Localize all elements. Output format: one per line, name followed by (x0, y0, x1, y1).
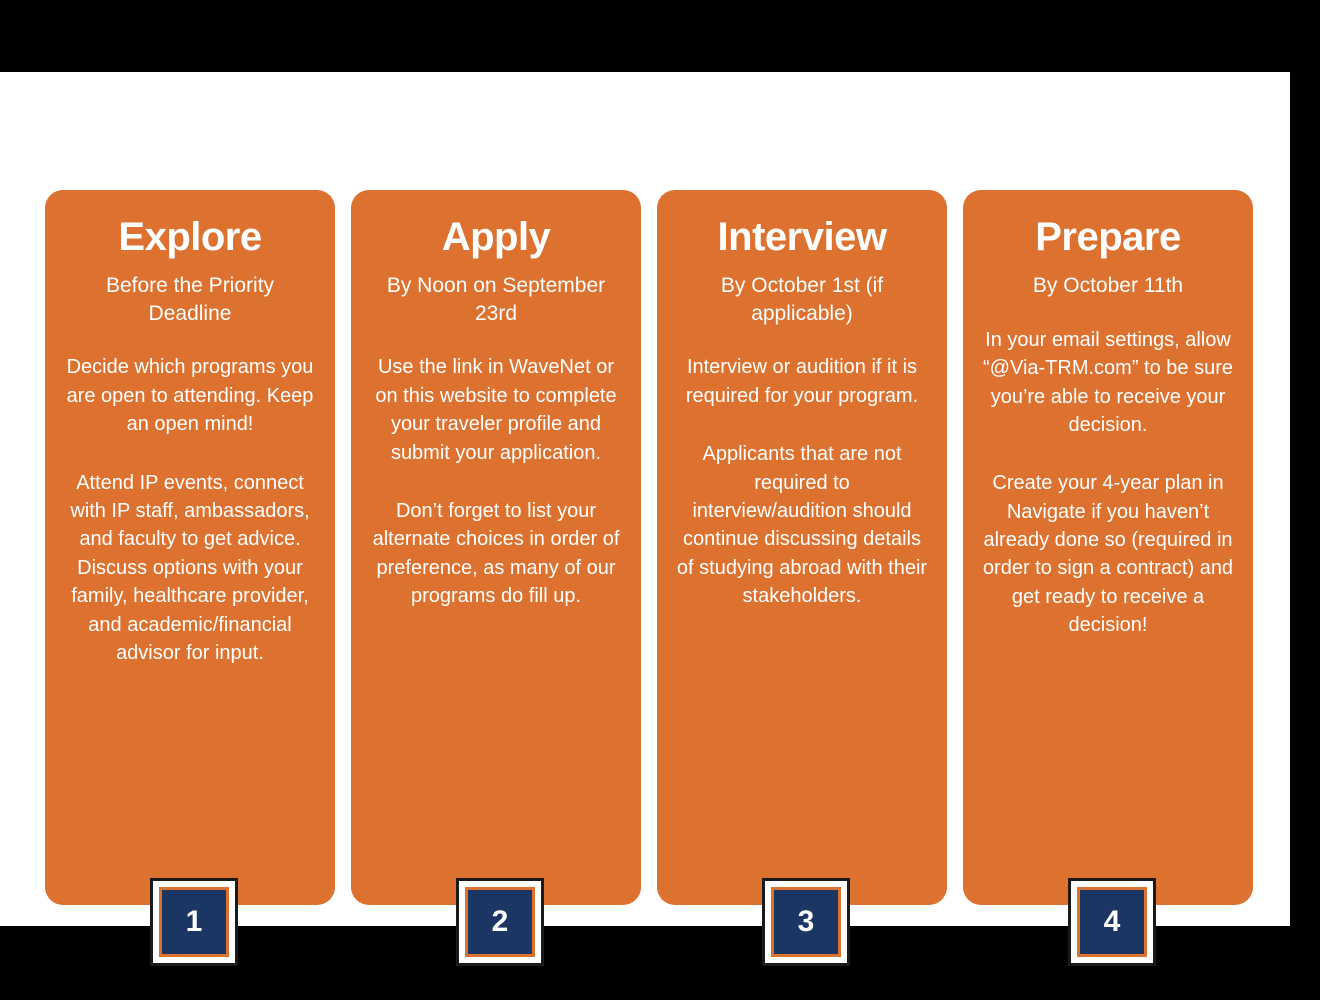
step-subtitle: By October 11th (1032, 274, 1184, 297)
step-paragraph-1: Interview or audition if it is required for your program. (685, 356, 919, 407)
step-card-apply (351, 190, 641, 1000)
step-card-prepare (963, 190, 1253, 1000)
infographic-canvas (0, 72, 1290, 938)
step-paragraph-2: Attend IP events, connect with IP staff, ambassadors, and faculty to get advice. Discuss options with your family, healthcare provider, and academic/financial advisor for input. (70, 471, 310, 664)
step-title: Explore (118, 215, 262, 259)
step-number-badge (1068, 878, 1156, 966)
step-subtitle: By October 1st (if applicable) (720, 274, 884, 325)
step-paragraph-1: Decide which programs you are open to attending. Keep an open mind! (66, 356, 314, 436)
step-card-body (657, 190, 947, 905)
step-number-badge (150, 878, 238, 966)
step-card-interview (657, 190, 947, 1000)
step-paragraph-2: Applicants that are not required to interview/audition should continue discussing details of studying abroad with their stakeholders. (676, 443, 928, 608)
step-paragraph-2: Don’t forget to list your alternate choices in order of preference, as many of our programs do fill up. (372, 500, 620, 608)
step-card-body (45, 190, 335, 905)
step-paragraph-2: Create your 4-year plan in Navigate if you haven’t already done so (required in order to sign a contract) and get ready to receive a decision! (982, 472, 1234, 637)
step-subtitle: Before the Priority Deadline (105, 274, 275, 325)
step-title: Interview (717, 215, 887, 259)
step-paragraph-1: In your email settings, allow “@Via-TRM.com” to be sure you’re able to receive your decision. (983, 328, 1233, 436)
step-number-badge (456, 878, 544, 966)
step-paragraph-1: Use the link in WaveNet or on this website to complete your traveler profile and submit your application. (375, 356, 617, 464)
steps-container (45, 190, 1255, 1000)
step-card-explore (45, 190, 335, 1000)
step-subtitle: By Noon on September 23rd (386, 274, 606, 325)
step-title: Apply (441, 215, 551, 259)
step-number: 2 (465, 887, 535, 957)
step-title: Prepare (1035, 215, 1181, 259)
step-number: 1 (159, 887, 229, 957)
step-number: 3 (771, 887, 841, 957)
step-number-badge (762, 878, 850, 966)
step-card-body (351, 190, 641, 905)
step-card-body (963, 190, 1253, 905)
step-number: 4 (1077, 887, 1147, 957)
